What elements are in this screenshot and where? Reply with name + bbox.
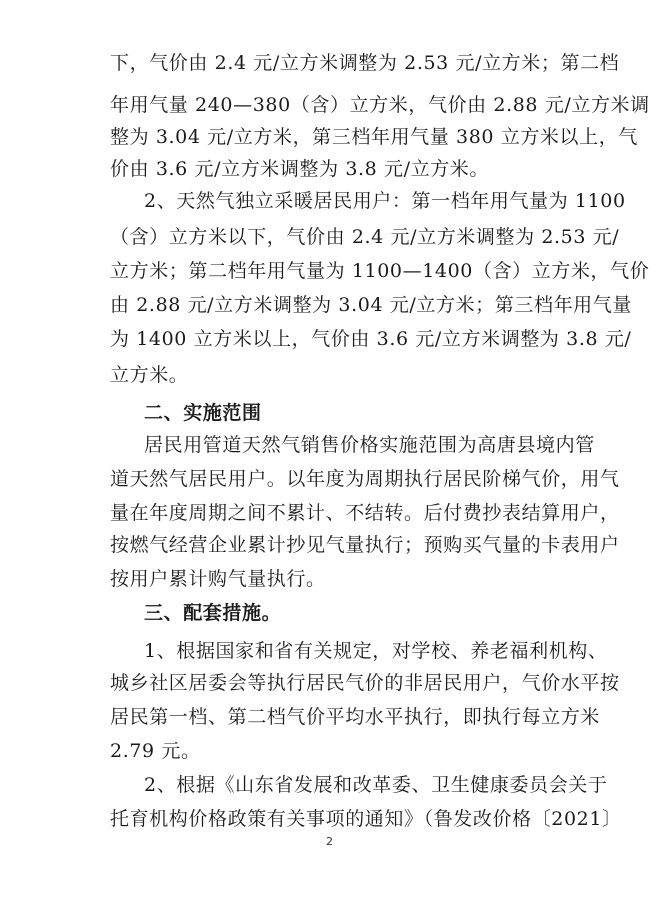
text-line: 年用气量 240—380（含）立方米，气价由 2.88 元/立方米调 [110, 94, 650, 116]
text-line: 整为 3.04 元/立方米，第三档年用气量 380 立方米以上，气 [110, 126, 638, 148]
text-line: 由 2.88 元/立方米调整为 3.04 元/立方米；第三档年用气量 [110, 294, 632, 316]
text-line: 2、根据《山东省发展和改革委、卫生健康委员会关于 [144, 774, 608, 796]
text-line: 下，气价由 2.4 元/立方米调整为 2.53 元/立方米；第二档 [110, 52, 620, 74]
text-line: 按用户累计购气量执行。 [110, 568, 326, 590]
section-heading: 三、配套措施。 [144, 602, 282, 624]
section-heading: 二、实施范围 [144, 402, 262, 424]
page-number: 2 [326, 835, 333, 848]
text-line: 量在年度周期之间不累计、不结转。后付费抄表结算用户， [110, 502, 620, 524]
text-line: 价由 3.6 元/立方米调整为 3.8 元/立方米。 [110, 158, 489, 180]
text-line: 城乡社区居委会等执行居民气价的非居民用户，气价水平按 [110, 672, 620, 694]
text-line: 2.79 元。 [110, 740, 201, 762]
text-line: 立方米；第二档年用气量为 1100—1400（含）立方米，气价 [110, 260, 650, 282]
text-line: 按燃气经营企业累计抄见气量执行；预购买气量的卡表用户 [110, 534, 620, 556]
text-line: 2、天然气独立采暖居民用户：第一档年用气量为 1100 [144, 190, 626, 212]
text-line: 托育机构价格政策有关事项的通知》（鲁发改价格〔2021〕 [110, 808, 622, 830]
text-line: 道天然气居民用户。以年度为周期执行居民阶梯气价，用气 [110, 468, 620, 490]
text-line: 1、根据国家和省有关规定，对学校、养老福利机构、 [144, 640, 608, 662]
text-line: （含）立方米以下，气价由 2.4 元/立方米调整为 2.53 元/ [110, 226, 620, 248]
text-line: 居民用管道天然气销售价格实施范围为高唐县境内管 [144, 434, 595, 456]
text-line: 居民第一档、第二档气价平均水平执行，即执行每立方米 [110, 706, 601, 728]
text-line: 为 1400 立方米以上，气价由 3.6 元/立方米调整为 3.8 元/ [110, 328, 632, 350]
text-line: 立方米。 [110, 364, 189, 386]
